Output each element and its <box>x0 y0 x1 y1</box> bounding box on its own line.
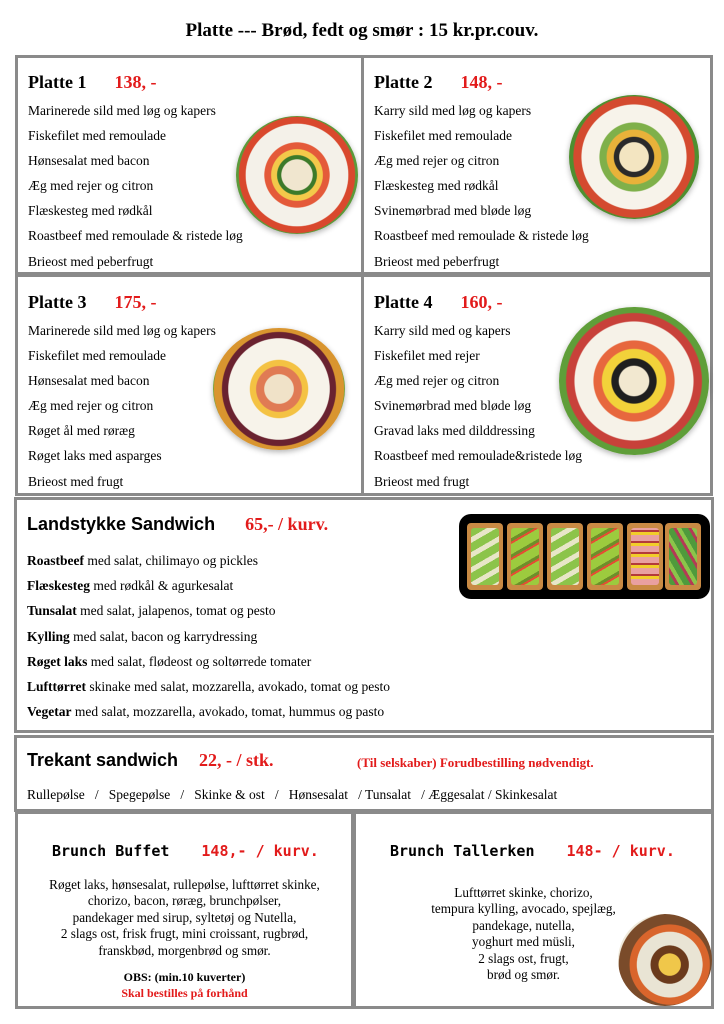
platter-4-name: Platte 4 <box>374 292 433 312</box>
platter-3-photo <box>213 328 345 450</box>
desc-line: tempura kylling, avocado, spejlæg, <box>431 901 616 917</box>
item-desc: med salat, mozzarella, avokado, tomat, hummus og pasto <box>71 704 385 720</box>
platter-3-name: Platte 3 <box>28 292 87 312</box>
desc-line: 2 slags ost, frugt, <box>478 950 569 966</box>
list-item: Hønsesalat med bacon <box>28 373 150 389</box>
platter-2-name: Platte 2 <box>374 72 433 92</box>
sandwich-price: 65,- / kurv. <box>245 514 329 534</box>
item-desc: med rødkål & agurkesalat <box>90 578 234 594</box>
list-item: Fiskefilet med remoulade <box>28 128 166 144</box>
brunch-tallerken-price: 148- / kurv. <box>566 842 675 860</box>
list-item: Roastbeef med remoulade&ristede løg <box>374 448 583 464</box>
sandwich-slice <box>587 523 623 590</box>
sandwich-name: Landstykke Sandwich <box>27 514 216 534</box>
list-item: Fiskefilet med remoulade <box>374 128 512 144</box>
desc-line: Lufttørret skinke, chorizo, <box>454 885 593 900</box>
platter-4-items <box>374 318 582 494</box>
brunch-tallerken-card <box>353 811 714 1009</box>
platter-1-card <box>15 55 364 275</box>
list-item: Fiskefilet med remoulade <box>28 348 166 364</box>
platter-3-heading <box>28 292 156 313</box>
list-item: Brieost med frugt <box>374 473 470 489</box>
list-item: Æg med rejer og citron <box>28 178 154 194</box>
platter-2-heading <box>374 72 502 93</box>
desc-line: pandekager med sirup, syltetøj og Nutella, <box>72 909 297 925</box>
desc-line: pandekage, nutella, <box>472 917 575 933</box>
sandwich-card <box>14 497 714 733</box>
platter-3-card <box>15 274 364 496</box>
sandwich-items <box>27 548 390 724</box>
list-item <box>27 649 390 674</box>
platter-3-price: 175, - <box>114 292 157 312</box>
item-desc: med salat, chilimayo og pickles <box>84 553 258 568</box>
list-item: Æg med rejer og citron <box>28 398 154 414</box>
platter-4-card <box>361 274 713 496</box>
item-name: Kylling <box>27 628 70 644</box>
platter-1-name: Platte 1 <box>28 72 87 92</box>
item-desc: skinake med salat, mozzarella, avokado, tomat og pesto <box>85 678 391 694</box>
list-item: Gravad laks med dilddressing <box>374 423 535 439</box>
list-item <box>27 699 390 724</box>
list-item: Marinerede sild med løg og kapers <box>28 323 216 338</box>
sandwich-slice <box>627 523 663 590</box>
platter-2-price: 148, - <box>460 72 503 92</box>
brunch-buffet-description <box>18 877 351 959</box>
list-item <box>27 674 390 699</box>
item-desc: med salat, bacon og karrydressing <box>69 628 258 644</box>
desc-line: Røget laks, hønsesalat, rullepølse, lufttørret skinke, <box>49 877 320 892</box>
trekant-name: Trekant sandwich <box>27 750 179 770</box>
list-item: Brieost med peberfrugt <box>374 253 500 269</box>
sandwich-slice <box>507 523 543 590</box>
item-desc: med salat, jalapenos, tomat og pesto <box>76 603 276 619</box>
desc-line: yoghurt med müsli, <box>472 934 575 950</box>
list-item: Røget laks med asparges <box>28 448 162 464</box>
sandwich-heading <box>27 514 328 535</box>
brunch-buffet-name: Brunch Buffet <box>52 842 170 860</box>
list-item: Flæskesteg med rødkål <box>374 178 499 194</box>
platter-1-heading <box>28 72 156 93</box>
brunch-buffet-card <box>15 811 354 1009</box>
platter-2-photo <box>569 95 699 219</box>
item-name: Roastbeef <box>27 553 84 568</box>
item-name: Tunsalat <box>27 603 77 619</box>
list-item: Brieost med frugt <box>28 473 124 489</box>
item-desc: med salat, flødeost og soltørrede tomater <box>87 653 312 669</box>
brunch-buffet-obs: OBS: (min.10 kuverter) <box>123 970 246 984</box>
platter-1-photo <box>236 116 358 234</box>
platter-4-heading <box>374 292 502 313</box>
sandwich-slice <box>665 523 701 590</box>
sandwich-slice <box>467 523 503 590</box>
sandwich-slice <box>547 523 583 590</box>
platter-1-price: 138, - <box>114 72 157 92</box>
brunch-tallerken-photo <box>618 914 712 1006</box>
platter-2-items <box>374 98 589 274</box>
list-item: Marinerede sild med løg og kapers <box>28 103 216 118</box>
desc-line: 2 slags ost, frisk frugt, mini croissant, rugbrød, <box>60 926 309 942</box>
brunch-buffet-heading <box>52 842 319 860</box>
list-item <box>27 598 390 623</box>
list-item: Brieost med peberfrugt <box>28 253 154 269</box>
item-name: Vegetar <box>27 704 72 720</box>
platter-4-price: 160, - <box>460 292 503 312</box>
platter-3-items <box>28 318 216 494</box>
item-name: Lufttørret <box>27 678 86 694</box>
list-item: Svinemørbrad med bløde løg <box>374 398 532 414</box>
list-item: Æg med rejer og citron <box>374 373 500 389</box>
brunch-tallerken-description <box>396 885 651 983</box>
list-item <box>27 548 390 573</box>
list-item: Hønsesalat med bacon <box>28 153 150 169</box>
trekant-card <box>14 735 714 812</box>
desc-line: chorizo, bacon, røræg, brunchpølser, <box>87 893 282 909</box>
desc-line: franskbød, morgenbrød og smør. <box>98 942 271 958</box>
brunch-tallerken-heading <box>390 842 675 860</box>
item-name: Flæskesteg <box>27 578 90 594</box>
list-item: Æg med rejer og citron <box>374 153 500 169</box>
trekant-note: (Til selskaber) Forudbestilling nødvendigt. <box>357 755 594 770</box>
brunch-buffet-order-note: Skal bestilles på forhånd <box>121 986 248 1000</box>
list-item: Svinemørbrad med bløde løg <box>374 203 532 219</box>
sandwich-photo <box>459 514 710 599</box>
brunch-tallerken-name: Brunch Tallerken <box>390 842 535 860</box>
platter-4-photo <box>559 307 709 455</box>
trekant-list: Rullepølse / Spegepølse / Skinke & ost / Hønsesalat / Tunsalat / Æggesalat / Skinkesalat <box>27 787 558 802</box>
page-title: Platte --- Brød, fedt og smør : 15 kr.pr.couv. <box>185 20 539 41</box>
list-item: Karry sild med løg og kapers <box>374 103 532 118</box>
list-item: Flæskesteg med rødkål <box>28 203 153 219</box>
list-item <box>27 624 390 649</box>
list-item: Roastbeef med remoulade & ristede løg <box>374 228 589 244</box>
list-item: Fiskefilet med rejer <box>374 348 480 364</box>
trekant-price: 22, - / stk. <box>199 750 274 770</box>
list-item: Roastbeef med remoulade & ristede løg <box>28 228 243 244</box>
item-name: Røget laks <box>27 653 88 669</box>
platter-2-card <box>361 55 713 275</box>
platter-1-items <box>28 98 243 274</box>
list-item: Røget ål med røræg <box>28 423 135 439</box>
brunch-buffet-price: 148,- / kurv. <box>201 842 319 860</box>
list-item <box>27 573 390 598</box>
list-item: Karry sild med og kapers <box>374 323 511 338</box>
desc-line: brød og smør. <box>487 967 560 983</box>
